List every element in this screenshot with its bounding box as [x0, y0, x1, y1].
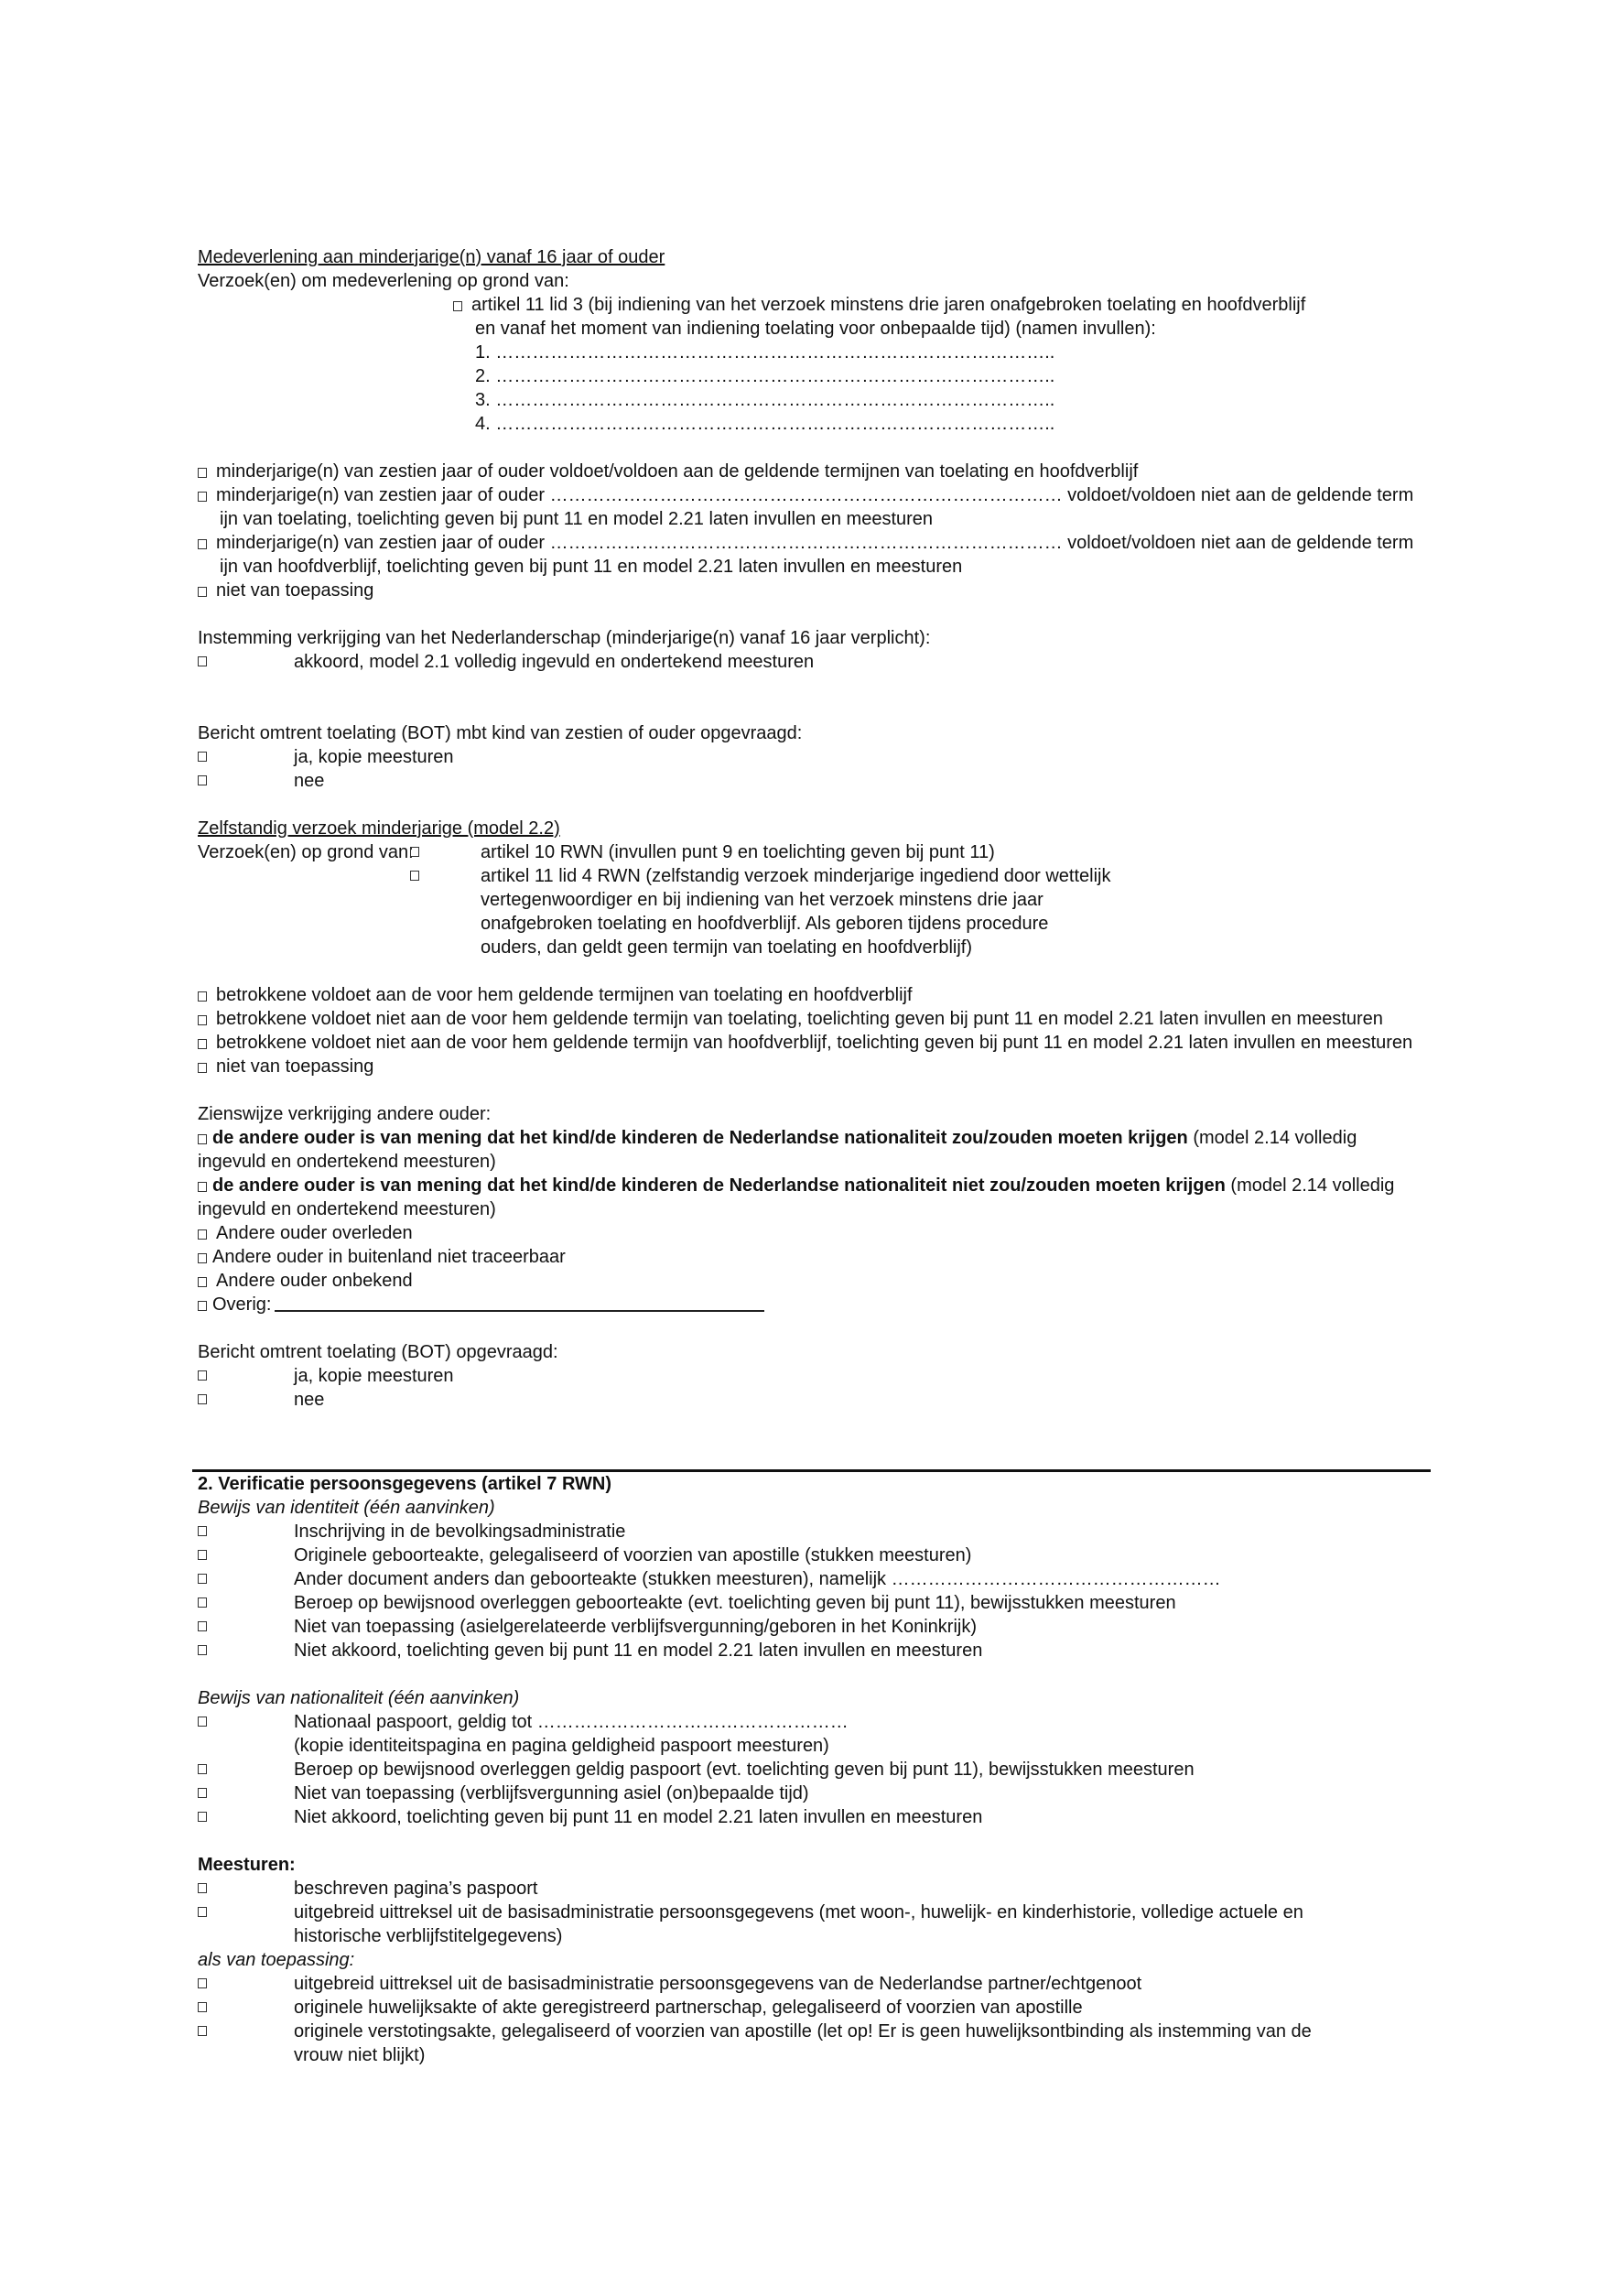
checkbox[interactable]: [198, 587, 207, 597]
list-item: beschreven pagina’s paspoort: [198, 1877, 1342, 1901]
zienswijze-title: Zienswijze verkrijging andere ouder:: [198, 1104, 492, 1124]
checkbox[interactable]: [198, 2002, 207, 2012]
medeverlening-option: [198, 293, 1433, 436]
form-page: [198, 245, 1433, 2067]
checkbox[interactable]: [198, 775, 207, 785]
name-field-1[interactable]: 1. ………………………………………………………………………………..: [475, 342, 1055, 363]
checkbox[interactable]: [198, 492, 207, 502]
list-item: niet van toepassing: [198, 579, 1415, 602]
list-item: betrokkene voldoet niet aan de voor hem geldende termijn van hoofdverblijf, toelichting geven bij punt 11 en model 2.21 laten invullen en meesturen: [198, 1031, 1433, 1055]
list-item: de andere ouder is van mening dat het kind/de kinderen de Nederlandse nationaliteit niet zou/zouden moeten krijgen (model 2.14 volledig ingevuld en ondertekend meesturen): [198, 1175, 1395, 1219]
list-item: Ander document anders dan geboorteakte (stukken meesturen), namelijk ………………………………………………: [198, 1567, 1433, 1591]
list-item: uitgebreid uittreksel uit de basisadministratie persoonsgegevens van de Nederlandse partner/echtgenoot: [198, 1972, 1342, 1996]
list-item: minderjarige(n) van zestien jaar of ouder ………………………………………………………………………… voldoet/voldoen niet aan de geldende termijn van hoofdverblijf, toelichting geven bij punt 11 en model 2.21 laten invullen en meesturen: [198, 531, 1415, 579]
list-item: betrokkene voldoet niet aan de voor hem geldende termijn van toelating, toelichting geven bij punt 11 en model 2.21 laten invullen en meesturen: [198, 1007, 1433, 1031]
checkbox[interactable]: [198, 1277, 207, 1287]
list-item: ja, kopie meesturen: [198, 1364, 1433, 1388]
name-field-2[interactable]: 2. ………………………………………………………………………………..: [475, 366, 1055, 386]
list-item: Nationaal paspoort, geldig tot ……………………………………………: [198, 1710, 1433, 1734]
termijnen-list: [198, 460, 1415, 602]
list-item: de andere ouder is van mening dat het kind/de kinderen de Nederlandse nationaliteit zou/zouden moeten krijgen (model 2.14 volledig ingevuld en ondertekend meesturen): [198, 1128, 1357, 1172]
name-field-4[interactable]: 4. ………………………………………………………………………………..: [475, 414, 1055, 434]
checkbox[interactable]: [198, 1788, 207, 1798]
overig-input[interactable]: [275, 1294, 764, 1312]
checkbox[interactable]: [198, 1229, 207, 1240]
list-item: Originele geboorteakte, gelegaliseerd of voorzien van apostille (stukken meesturen): [198, 1543, 1433, 1567]
list-item: Niet akkoord, toelichting geven bij punt 11 en model 2.21 laten invullen en meesturen: [198, 1805, 1433, 1829]
list-item: minderjarige(n) van zestien jaar of ouder voldoet/voldoen aan de geldende termijnen van toelating en hoofdverblijf: [198, 460, 1415, 483]
list-item: Beroep op bewijsnood overleggen geldig paspoort (evt. toelichting geven bij punt 11), bewijsstukken meesturen: [198, 1758, 1433, 1782]
identiteit-title: Bewijs van identiteit (één aanvinken): [198, 1498, 495, 1518]
checkbox[interactable]: [198, 468, 207, 478]
list-item: Inschrijving in de bevolkingsadministratie: [198, 1520, 1433, 1543]
bot-title: Bericht omtrent toelating (BOT) opgevraagd:: [198, 1342, 558, 1362]
checkbox[interactable]: [198, 1597, 207, 1608]
checkbox[interactable]: [198, 1574, 207, 1584]
checkbox[interactable]: [410, 847, 419, 857]
toepassing-title: als van toepassing:: [198, 1950, 355, 1970]
checkbox[interactable]: [198, 1978, 207, 1988]
name-field-3[interactable]: 3. ………………………………………………………………………………..: [475, 390, 1055, 410]
checkbox[interactable]: [198, 1550, 207, 1560]
checkbox[interactable]: [410, 871, 419, 881]
list-item: niet van toepassing: [198, 1055, 1433, 1078]
paspoort-note: (kopie identiteitspagina en pagina geldigheid paspoort meesturen): [294, 1736, 829, 1756]
checkbox[interactable]: [198, 1526, 207, 1536]
section-divider: [192, 1469, 1431, 1472]
checkbox[interactable]: [198, 2026, 207, 2036]
checkbox[interactable]: [198, 1717, 207, 1727]
list-item: Niet akkoord, toelichting geven bij punt 11 en model 2.21 laten invullen en meesturen: [198, 1639, 1433, 1662]
checkbox[interactable]: [198, 1301, 207, 1311]
list-item: uitgebreid uittreksel uit de basisadministratie persoonsgegevens (met woon-, huwelijk- en kinderhistorie, volledige actuele en historische verblijfstitelgegevens): [198, 1901, 1342, 1948]
checkbox[interactable]: [198, 1907, 207, 1917]
list-item: Beroep op bewijsnood overleggen geboorteakte (evt. toelichting geven bij punt 11), bewijsstukken meesturen: [198, 1591, 1433, 1615]
checkbox[interactable]: [198, 1015, 207, 1025]
list-item: Overig:: [198, 1293, 1433, 1316]
medeverlening-title: Medeverlening aan minderjarige(n) vanaf 16 jaar of ouder: [198, 247, 665, 267]
zelfstandig-title: Zelfstandig verzoek minderjarige (model 2.2): [198, 818, 560, 839]
list-item: Andere ouder overleden: [198, 1221, 1433, 1245]
checkbox[interactable]: [198, 1039, 207, 1049]
list-item: Andere ouder onbekend: [198, 1269, 1433, 1293]
list-item: minderjarige(n) van zestien jaar of ouder ………………………………………………………………………… voldoet/voldoen niet aan de geldende termijn van toelating, toelichting geven bij punt 11 en model 2.21 laten invullen en meesturen: [198, 483, 1415, 531]
checkbox[interactable]: [198, 539, 207, 549]
list-item: nee: [198, 769, 1433, 793]
checkbox[interactable]: [198, 1063, 207, 1073]
list-item: originele verstotingsakte, gelegaliseerd of voorzien van apostille (let op! Er is geen huwelijksontbinding als instemming van de vrouw niet blijkt): [198, 2020, 1342, 2067]
checkbox[interactable]: [198, 1134, 207, 1144]
checkbox[interactable]: [198, 752, 207, 762]
checkbox[interactable]: [198, 1394, 207, 1404]
zelfstandig-termijnen: [198, 983, 1433, 1078]
instemming-title: Instemming verkrijging van het Nederlanderschap (minderjarige(n) vanaf 16 jaar verplicht):: [198, 628, 931, 648]
list-item: Niet van toepassing (asielgerelateerde verblijfsvergunning/geboren in het Koninkrijk): [198, 1615, 1433, 1639]
zelfstandig-label: Verzoek(en) op grond van:: [198, 842, 414, 862]
checkbox[interactable]: [198, 991, 207, 1002]
option-label-cont: en vanaf het moment van indiening toelating voor onbepaalde tijd) (namen invullen):: [475, 319, 1156, 339]
checkbox[interactable]: [198, 1883, 207, 1893]
list-item: nee: [198, 1388, 1433, 1412]
medeverlening-intro: Verzoek(en) om medeverlening op grond van:: [198, 271, 569, 291]
option-label: artikel 11 lid 3 (bij indiening van het verzoek minstens drie jaren onafgebroken toelating en hoofdverblijf: [471, 295, 1306, 315]
checkbox[interactable]: [198, 1764, 207, 1774]
list-item: originele huwelijksakte of akte geregistreerd partnerschap, gelegaliseerd of voorzien van apostille: [198, 1996, 1342, 2020]
checkbox[interactable]: [198, 1253, 207, 1263]
checkbox[interactable]: [198, 1182, 207, 1192]
checkbox[interactable]: [198, 1621, 207, 1631]
checkbox[interactable]: [453, 301, 462, 311]
list-item: artikel 11 lid 4 RWN (zelfstandig verzoek minderjarige ingediend door wettelijk vertegenwoordiger en bij indiening van het verzoek minstens drie jaar onafgebroken toelating en hoofdverblijf. Als geboren tijdens procedure ouders, dan geldt geen termijn van toelating en hoofdverblijf): [198, 864, 1113, 959]
verificatie-title: 2. Verificatie persoonsgegevens (artikel 7 RWN): [198, 1474, 612, 1494]
list-item: betrokkene voldoet aan de voor hem geldende termijnen van toelating en hoofdverblijf: [198, 983, 1433, 1007]
list-item: Niet van toepassing (verblijfsvergunning asiel (on)bepaalde tijd): [198, 1782, 1433, 1805]
list-item: Andere ouder in buitenland niet traceerbaar: [198, 1245, 1433, 1269]
bot-kind-title: Bericht omtrent toelating (BOT) mbt kind van zestien of ouder opgevraagd:: [198, 723, 803, 743]
checkbox[interactable]: [198, 1645, 207, 1655]
checkbox[interactable]: [198, 1370, 207, 1381]
list-item: ja, kopie meesturen: [198, 745, 1433, 769]
list-item: Verzoek(en) op grond van: artikel 10 RWN (invullen punt 9 en toelichting geven bij punt 11): [198, 842, 995, 862]
meesturen-title: Meesturen:: [198, 1855, 296, 1875]
checkbox[interactable]: [198, 656, 207, 666]
list-item: akkoord, model 2.1 volledig ingevuld en ondertekend meesturen: [198, 650, 1433, 674]
nationaliteit-title: Bewijs van nationaliteit (één aanvinken): [198, 1688, 520, 1708]
checkbox[interactable]: [198, 1812, 207, 1822]
